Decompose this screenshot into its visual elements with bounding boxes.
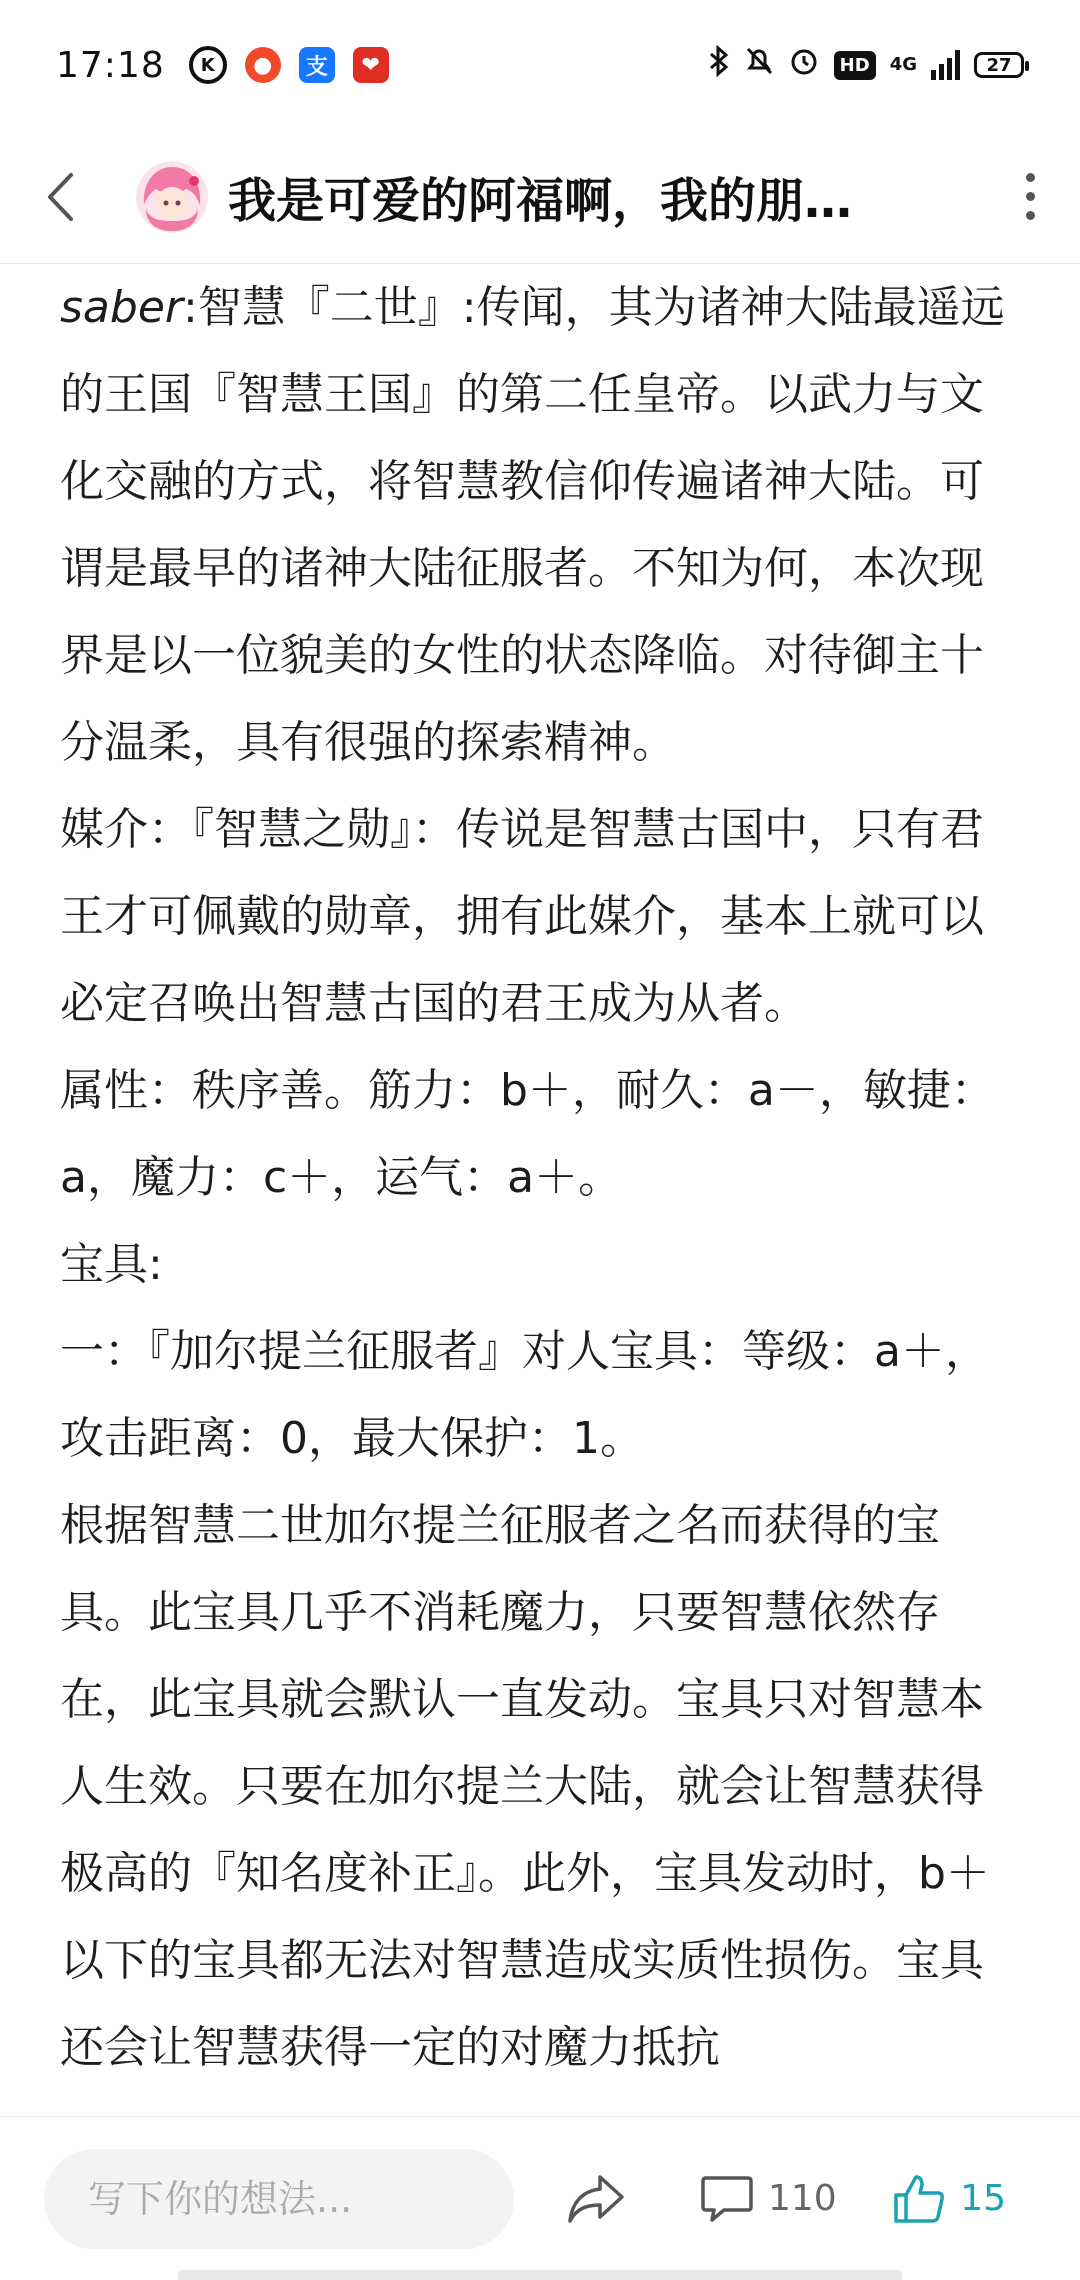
post-content [60,264,1020,2116]
like-count: 15 [960,2178,1006,2219]
paragraph: 一：『加尔提兰征服者』对人宝具：等级：a＋，攻击距离：0，最大保护：1。 [60,1326,989,1464]
signal-icon [931,50,960,80]
paragraph: 根据智慧二世加尔提兰征服者之名而获得的宝具。此宝具几乎不消耗魔力，只要智慧依然存在，此宝具就会默认一直发动。宝具只对智慧本人生效。只要在加尔提兰大陆，就会让智慧获得极高的『知名度补正』。此外，宝具发动时，b＋以下的宝具都无法对智慧造成实质性损伤。宝具还会让智慧获得一定的对魔力抵抗 [60,1500,990,2073]
avatar[interactable] [136,161,208,233]
share-button[interactable] [566,2169,626,2229]
post-title: 我是可爱的阿福啊，我的朋… [228,173,853,229]
status-time: 17:18 [56,44,165,86]
bluetooth-icon [708,45,730,85]
status-bar [0,0,1080,130]
gesture-bar [178,2270,902,2280]
comment-count: 110 [768,2178,837,2219]
paragraph-text: :智慧『二世』:传闻，其为诸神大陆最遥远的王国『智慧王国』的第二任皇帝。以武力与文化交融的方式，将智慧教信仰传遍诸神大陆。可谓是最早的诸神大陆征服者。不知为何，本次现界是以一位貌美的女性的状态降临。对待御主十分温柔，具有很强的探索精神。 [60,282,1005,768]
paragraph: 属性：秩序善。筋力：b＋，耐久：a－，敏捷：a，魔力：c＋，运气：a＋。 [60,1065,995,1203]
action-bar [0,2116,1080,2280]
share-icon [566,2173,626,2225]
paragraph: 媒介：『智慧之勋』：传说是智慧古国中，只有君王才可佩戴的勋章，拥有此媒介，基本上就可以必定召唤出智慧古国的君王成为从者。 [60,804,984,1029]
paragraph [60,264,1020,786]
saber-lead: saber [60,282,183,333]
more-options-icon[interactable] [1020,173,1040,220]
comment-button[interactable] [700,2174,837,2224]
mute-bell-icon [744,45,774,85]
back-icon[interactable] [40,167,80,227]
k-app-icon: K [189,46,227,84]
pinduoduo-icon: ❤ [353,47,389,83]
comment-icon [700,2174,754,2224]
battery-icon: 27 [974,52,1024,78]
hd-badge: HD [834,51,876,80]
status-indicators [708,45,1024,85]
alipay-icon: 支 [299,47,335,83]
comment-input[interactable] [44,2149,514,2249]
like-button[interactable] [892,2173,1006,2225]
meituan-icon: ● [245,47,281,83]
paragraph: 宝具: [60,1239,163,1290]
post-header [0,130,1080,264]
thumbs-up-icon [892,2173,946,2225]
network-type: 4G [889,54,917,75]
alarm-icon [788,45,820,85]
